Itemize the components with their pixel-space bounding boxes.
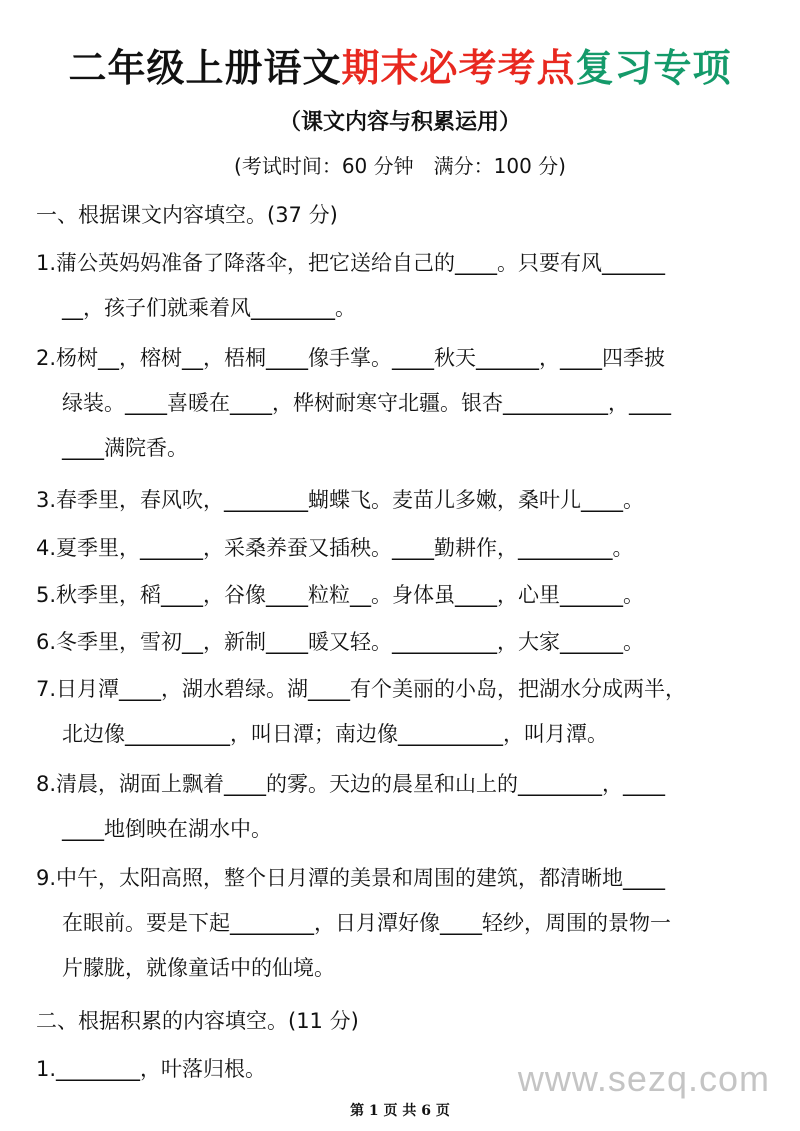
question-line: __，孩子们就乘着风________。 (62, 296, 356, 320)
question-1-7 (36, 671, 766, 752)
question-1-3 (36, 482, 766, 518)
section-2-heading: 二、根据积累的内容填空。(11 分) (36, 1009, 359, 1033)
question-line: 北边像__________，叫日潭；南边像__________，叫月潭。 (62, 722, 608, 746)
page-footer: 第 1 页 共 6 页 (350, 1103, 450, 1119)
question-1-6 (36, 624, 766, 660)
watermark: www.sezq.com (517, 1058, 770, 1099)
question-line: 绿装。____喜暖在____，桦树耐寒守北疆。银杏__________，____ (62, 391, 671, 415)
question-1-9 (36, 860, 766, 986)
question-1-4 (36, 530, 766, 566)
question-1-5 (36, 577, 766, 613)
title-part-red: 期末必考考点 (341, 45, 576, 90)
question-line: ____满院香。 (62, 436, 188, 460)
question-line: 8.清晨，湖面上飘着____的雾。天边的晨星和山上的________，____ (36, 772, 666, 796)
question-line: 片朦胧，就像童话中的仙境。 (62, 956, 335, 980)
question-line: 7.日月潭____，湖水碧绿。湖____有个美丽的小岛，把湖水分成两半， (36, 677, 687, 701)
title-part-black: 二年级上册语文 (68, 45, 342, 90)
title-part-green: 复习专项 (575, 45, 732, 90)
question-line: ____地倒映在湖水中。 (62, 817, 272, 841)
question-line: 9.中午，太阳高照，整个日月潭的美景和周围的建筑，都清晰地____ (36, 866, 666, 890)
question-line: 6.冬季里，雪初__，新制____暖又轻。__________，大家______。 (36, 630, 645, 654)
question-line: 在眼前。要是下起________，日月潭好像____轻纱，周围的景物一 (62, 911, 671, 935)
question-line: 1.________，叶落归根。 (36, 1057, 267, 1081)
question-line: 1.蒲公英妈妈准备了降落伞，把它送给自己的____。只要有风______ (36, 251, 666, 275)
exam-info: (考试时间：60 分钟 满分：100 分) (234, 154, 566, 178)
question-line: 3.春季里，春风吹，________蝴蝶飞。麦苗儿多嫩，桑叶儿____。 (36, 488, 645, 512)
question-1-1 (36, 245, 766, 326)
page-title (0, 40, 800, 96)
question-line: 4.夏季里，______，采桑养蚕又插秧。____勤耕作，_________。 (36, 536, 634, 560)
question-line: 2.杨树__，榕树__，梧桐____像手掌。____秋天______，____四季披 (36, 346, 666, 370)
subtitle: （课文内容与积累运用） (278, 109, 521, 135)
question-line: 5.秋季里，稻____，谷像____粒粒__。身体虽____，心里______。 (36, 583, 645, 607)
section-1-heading: 一、根据课文内容填空。(37 分) (36, 203, 338, 227)
question-1-2 (36, 340, 766, 466)
question-1-8 (36, 766, 766, 847)
